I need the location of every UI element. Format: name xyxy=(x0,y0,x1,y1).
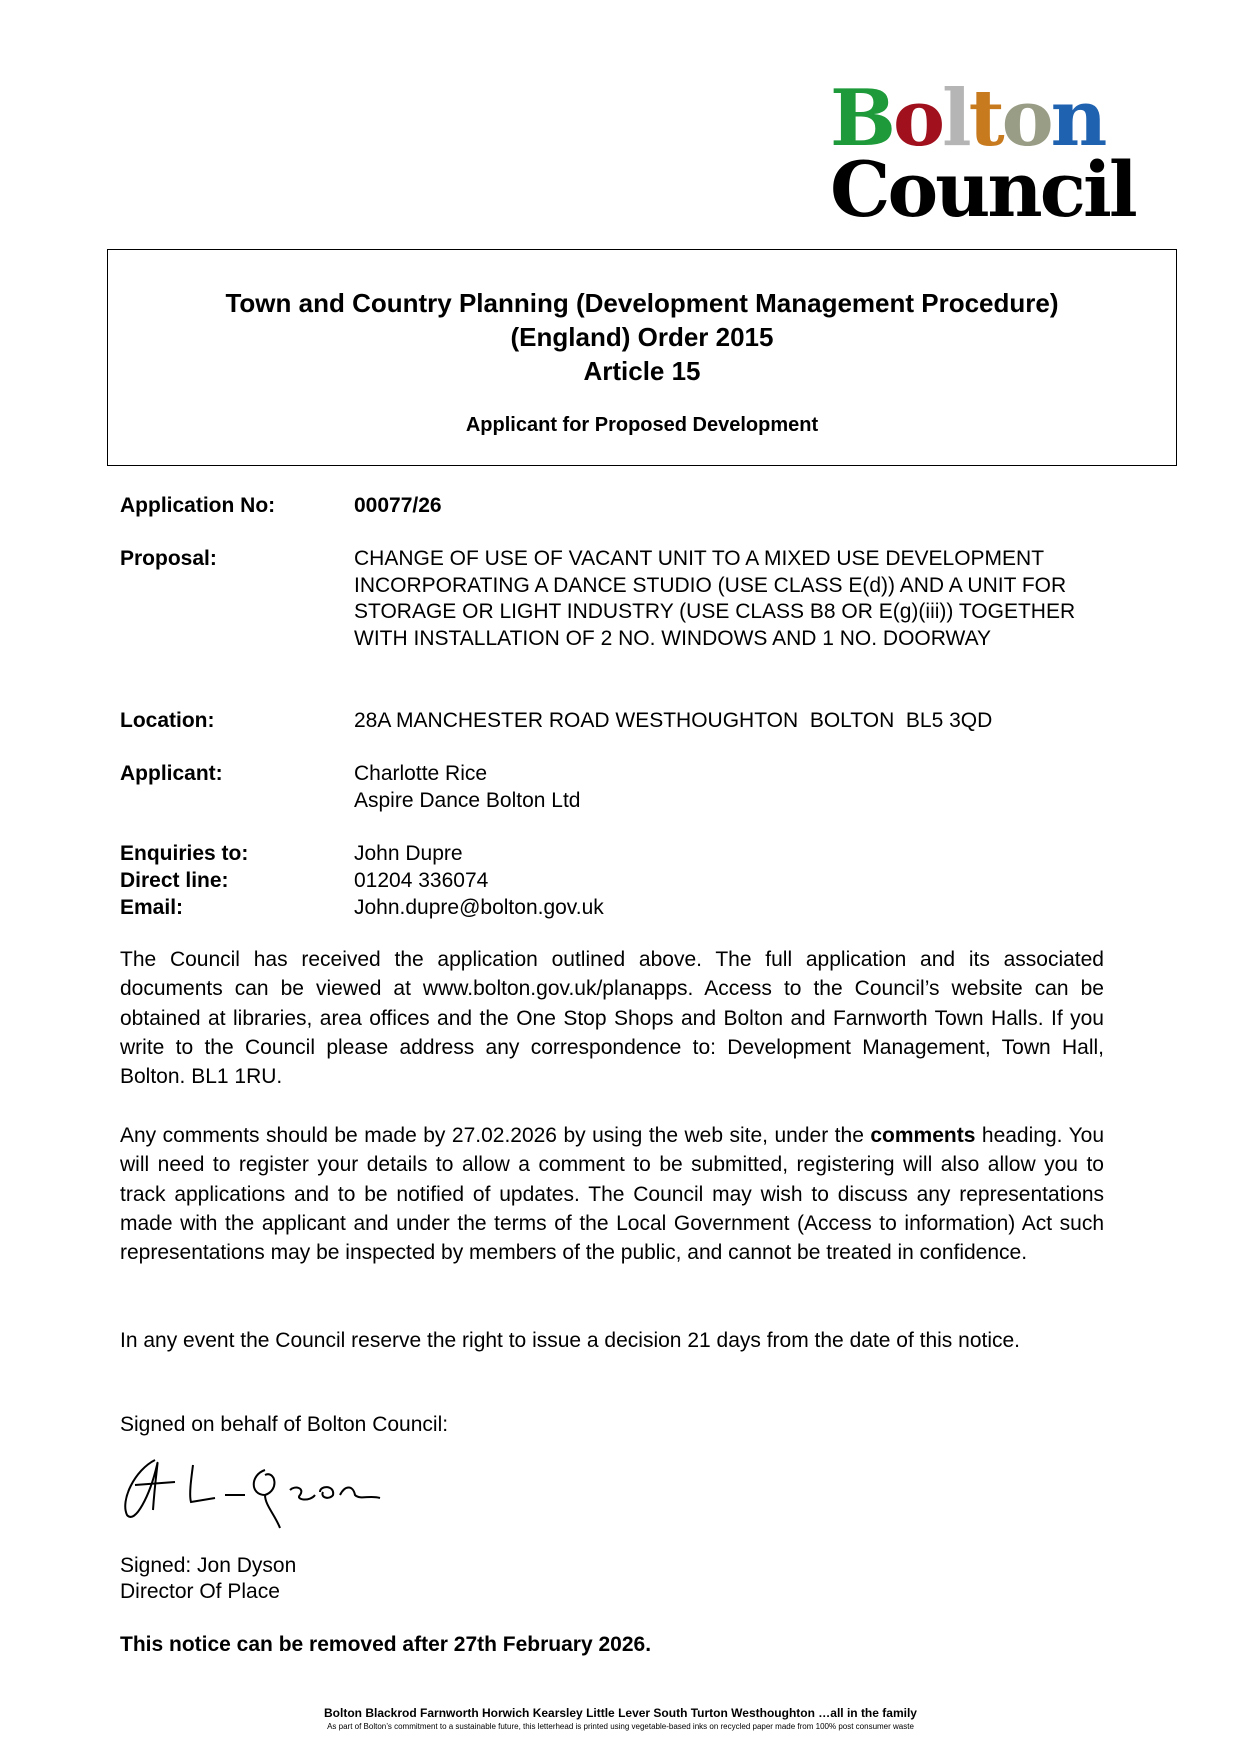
footer-towns: Bolton Blackrod Farnworth Horwich Kearsley Little Lever South Turton Westhoughton …all in the family xyxy=(324,1706,917,1720)
proposal: CHANGE OF USE OF VACANT UNIT TO A MIXED USE DEVELOPMENT INCORPORATING A DANCE STUDIO (USE CLASS E(d)) AND A UNIT FOR STORAGE OR LIGHT INDUSTRY (USE CLASS B8 OR E(g)(iii)) TOGETHER WITH INSTALLATION OF 2 NO. WINDOWS AND 1 NO. DOORWAY xyxy=(354,547,1076,650)
p1-text-b: Access to the Council’s website can be obtained at libraries, area offices and the One Stop Shops and Bolton and Farnworth Town Halls. If you write to the Council please address any correspondence to: Development Management, Town Hall, Bolton. BL1 1RU. xyxy=(120,977,1104,1089)
header-box xyxy=(107,249,1177,466)
p1-text-a: The Council has received the application outlined above. The full application and its associated documents can be viewed at xyxy=(120,948,1104,1001)
bolton-council-logo xyxy=(830,73,1160,238)
enquiries-label: Enquiries to: xyxy=(120,842,249,865)
proposal-label: Proposal: xyxy=(120,547,217,570)
application-no-label: Application No: xyxy=(120,494,276,517)
location: 28A MANCHESTER ROAD WESTHOUGHTON BOLTON BL5 3QD xyxy=(354,709,993,732)
direct-line-label: Direct line: xyxy=(120,869,229,892)
logo-bolton-wordmark: Bolton xyxy=(830,73,1105,164)
enquiries: John Dupre xyxy=(354,842,463,865)
title-line-2: (England) Order 2015 xyxy=(510,322,774,352)
applicant-company: Aspire Dance Bolton Ltd xyxy=(354,789,581,812)
title-line-3: Article 15 xyxy=(583,356,701,386)
email-label: Email: xyxy=(120,896,184,919)
p2-text-a: Any comments should be made by 27.02.2026 by using the web site, under the xyxy=(120,1124,871,1147)
planapps-link[interactable]: www.bolton.gov.uk/planapps. xyxy=(422,977,694,1001)
subtitle: Applicant for Proposed Development xyxy=(465,414,819,436)
signature xyxy=(115,1440,415,1530)
direct-line: 01204 336074 xyxy=(354,869,489,892)
title-line-1: Town and Country Planning (Development Management Procedure) xyxy=(225,288,1059,318)
location-label: Location: xyxy=(120,709,215,732)
applicant-name: Charlotte Rice xyxy=(354,762,488,785)
paragraph-application-info xyxy=(120,945,1104,1091)
paragraph-decision: In any event the Council reserve the right to issue a decision 21 days from the date of this notice. xyxy=(120,1329,1021,1352)
applicant-label: Applicant: xyxy=(120,762,223,785)
email: John.dupre@bolton.gov.uk xyxy=(354,896,604,919)
logo-council-wordmark: Council xyxy=(830,145,1135,234)
paragraph-comments xyxy=(120,1121,1104,1267)
footer-sustainability: As part of Bolton’s commitment to a sustainable future, this letterhead is printed using vegetable-based inks on recycled paper made from 100% post consumer waste xyxy=(327,1722,914,1731)
signed-on-behalf: Signed on behalf of Bolton Council: xyxy=(120,1413,449,1436)
application-no: 00077/26 xyxy=(354,494,442,517)
signed-title: Director Of Place xyxy=(120,1580,280,1603)
p2-text-b: heading. You will need to register your details to allow a comment to be submitted, registering will also allow you to track applications and to be notified of updates. The Council may wish to discuss any representations made with the applicant and under the terms of the Local Government (Access to information) Act such representations may be inspected by members of the public, and cannot be treated in confidence. xyxy=(120,1124,1105,1265)
removal-notice: This notice can be removed after 27th February 2026. xyxy=(120,1633,652,1656)
signed-name: Signed: Jon Dyson xyxy=(120,1554,297,1577)
p2-bold: comments xyxy=(870,1124,976,1147)
